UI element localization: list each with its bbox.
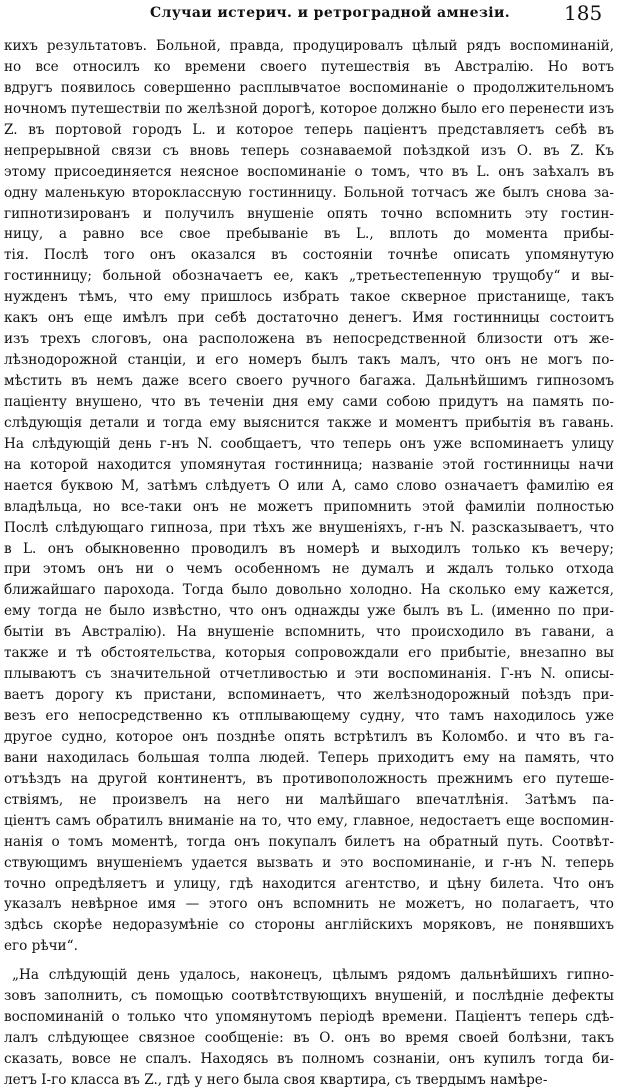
- text-line: но все относилъ ко времени своего путешествія въ Австралію. Но вотъ: [4, 58, 614, 75]
- text-line: изъ трехъ слоговъ, она расположена въ непосредственной близости отъ же-: [4, 331, 614, 348]
- text-line: гостинницу; больной обозначаетъ ее, какъ „третьестепенную трущобу“ и вы-: [4, 268, 614, 285]
- text-line: одну маленькую второклассную гостинницу. Больной тотчасъ же былъ снова за-: [4, 184, 614, 201]
- page-number: 185: [564, 1, 603, 25]
- text-line: вани находилась большая толпа людей. Теперь приходитъ ему на память, что: [4, 749, 614, 766]
- text-line: другое судно, которое онъ позднѣе опять встрѣтилъ въ Коломбо. и что въ га-: [4, 728, 614, 745]
- text-line: владѣльца, но все-таки онъ не можетъ припомнить этой фамиліи полностью: [4, 498, 614, 515]
- text-line: Послѣ слѣдующаго гипноза, при тѣхъ же внушеніяхъ, г-нъ N. разсказываетъ, что: [4, 519, 614, 536]
- text-line: ему тогда не было извѣстно, что онъ однажды уже былъ въ L. (именно по при-: [4, 603, 614, 620]
- text-line: зовъ заполнить, съ помощью соотвѣтствующихъ внушеній, и послѣдніе дефекты: [4, 988, 614, 1005]
- text-line: сказать, вовсе не спалъ. Находясь въ полномъ сознаніи, онъ купилъ тогда би-: [4, 1051, 614, 1067]
- running-title: Случаи истерич. и ретроградной амнезіи.: [150, 5, 511, 21]
- text-line: ствіямъ, не произвелъ на него ни малѣйшаго впечатлѣнія. Затѣмъ па-: [4, 791, 614, 808]
- text-line: паціенту внушено, что въ теченіи дня ему сами собою придутъ на память по-: [4, 393, 614, 410]
- paragraph: [4, 36, 614, 957]
- text-line: тія. Послѣ того онъ оказался въ состояніи точнѣе описать упомянутую: [4, 247, 614, 264]
- text-line: ближайшаго парохода. Тогда было довольно холодно. На сколько ему кажется,: [4, 582, 614, 599]
- running-header: [0, 0, 620, 34]
- text-line: какъ онъ еще имѣлъ при себѣ достаточно денегъ. Имя гостинницы состоитъ: [4, 310, 614, 327]
- text-line: На слѣдующій день г-нъ N. сообщаетъ, что теперь онъ уже вспоминаетъ улицу: [4, 435, 614, 452]
- text-line: Z. въ портовой городъ L. и которое теперь паціентъ представляетъ себѣ въ: [4, 121, 614, 138]
- text-line: кихъ результатовъ. Больной, правда, продуцировалъ цѣлый рядъ воспоминаній,: [4, 38, 614, 54]
- text-line: вдругъ появилось совершенно расплывчатое воспоминаніе о продолжительномъ: [4, 79, 614, 96]
- text-line: указалъ невѣрное имя — этого онъ вспомнить не можетъ, но полагаетъ, что: [4, 896, 614, 913]
- text-line: летъ І-го класса въ Z., гдѣ у него была своя квартира, съ твердымъ намѣре-: [4, 1071, 548, 1088]
- text-line: ціентъ самъ обратилъ вниманіе на то, что ему, главное, недостаетъ еще воспомин-: [4, 812, 614, 829]
- text-line: ночномъ путешествіи по желѣзной дорогѣ, которое должно было его перенести изъ: [4, 100, 614, 117]
- text-line: отъѣздъ на другой континентъ, въ противоположность прежнимъ его путеше-: [4, 770, 614, 787]
- text-line: ствующимъ внушеніемъ удается вызвать и это воспоминаніе, и г-нъ N. теперь: [4, 854, 614, 871]
- text-line: „На слѣдующій день удалось, наконецъ, цѣлымъ рядомъ дальнѣйшихъ гипно-: [12, 967, 614, 984]
- text-line: воспоминаній о только что упомянутомъ періодѣ времени. Паціентъ теперь сдѣ-: [4, 1009, 614, 1026]
- text-line: нается буквою М, затѣмъ слѣдуетъ О или А, само слово означаетъ фамилію ея: [4, 477, 614, 494]
- text-line: в L. онъ обыкновенно проводилъ въ номерѣ и выходилъ только къ вечеру;: [4, 540, 614, 557]
- text-line: этому присоединяется неясное воспоминаніе о томъ, что въ L. онъ заѣхалъ въ: [4, 163, 614, 180]
- text-line: ницу, а равно все свое пребываніе въ L., вплоть до момента прибы-: [4, 226, 614, 243]
- text-line: бытіи въ Австралію). На внушеніе вспомнить, что происходило въ гавани, а: [4, 624, 614, 641]
- text-line: мѣстить въ немъ даже всего своего ручного багажа. Дальнѣйшимъ гипнозомъ: [4, 373, 614, 389]
- text-line: его рѣчи“.: [4, 938, 78, 955]
- text-line: лалъ слѣдующее связное сообщеніе: въ О. онъ во время своей болѣзни, такъ: [4, 1030, 614, 1047]
- text-line: нанія о томъ моментѣ, тогда онъ покупалъ билетъ на обратный путь. Соотвѣт-: [4, 833, 614, 850]
- text-line: лѣзнодорожной станціи, и его номеръ былъ такъ малъ, что онъ не могъ по-: [4, 352, 614, 369]
- text-line: также и тѣ обстоятельства, которыя сопровождали его прибытіе, внезапно вы: [4, 645, 614, 662]
- body-text: [4, 36, 614, 1091]
- text-line: гипнотизированъ и получилъ внушеніе опять точно вспомнить эту гостин-: [4, 205, 614, 222]
- text-line: везъ его непосредственно къ отплывающему судну, что тамъ находилось уже: [4, 708, 614, 724]
- paragraph-gap: [4, 957, 614, 965]
- text-line: непрерывной связи съ вновь теперь сознаваемой поѣздкой изъ О. въ Z. Къ: [4, 142, 614, 159]
- text-line: ваетъ дорогу къ пристани, вспоминаетъ, что желѣзнодорожный поѣздъ при-: [4, 687, 614, 704]
- text-line: на которой находится упомянутая гостинница; названіе этой гостинницы начи: [4, 456, 614, 473]
- text-line: плываютъ съ значительной отчетливостью и эти воспоминанія. Г-нъ N. описы-: [4, 666, 614, 683]
- text-line: при этомъ онъ ни о чемъ особенномъ не думалъ и ждалъ только отхода: [4, 561, 614, 578]
- text-line: здѣсь скорѣе недоразумѣніе со стороны англійскихъ моряковъ, не понявшихъ: [4, 917, 614, 934]
- text-line: нужденъ тѣмъ, что ему пришлось избрать такое скверное пристанище, такъ: [4, 289, 614, 306]
- paragraph: [4, 965, 614, 1091]
- text-line: точно опредѣляетъ и улицу, гдѣ находится агентство, и цѣну билета. Что онъ: [4, 875, 614, 892]
- text-line: слѣдующія детали и тогда ему выяснится также и моментъ прибытія въ гавань.: [4, 414, 614, 431]
